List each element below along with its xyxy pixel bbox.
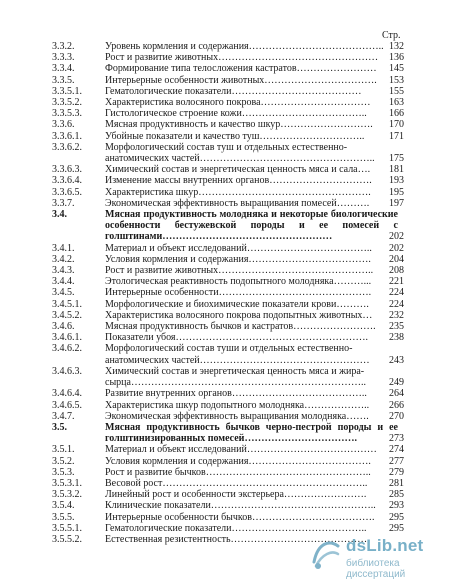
toc-entry-number: 3.4.1.	[52, 242, 75, 254]
toc-entry	[52, 142, 404, 164]
toc-entry-page: 224	[389, 298, 404, 310]
toc-entry-title: Характеристика волосяного покрова……………………………	[105, 97, 371, 109]
toc-entry	[52, 467, 404, 478]
toc-entry-page: 274	[389, 444, 404, 456]
toc-entry-page: 145	[389, 63, 404, 75]
toc-entry-title: Гематологические показатели…………………………………..	[105, 522, 367, 534]
toc-entry-number: 3.5.5.2.	[52, 533, 82, 545]
toc-entry	[52, 97, 404, 108]
toc-entry-page: 204	[389, 253, 404, 265]
toc-entry-title: Условия кормления и содержания……………………………….	[105, 253, 371, 265]
toc-entry	[52, 119, 404, 130]
toc-entry-title: Рост и развитие животных………………………………………..	[105, 265, 374, 277]
toc-entry-title: Формирование типа телосложения кастратов……………………	[105, 63, 377, 75]
toc-entry-number: 3.3.5.3.	[52, 108, 82, 120]
toc-entry-title: Гематологические показатели…………………………………	[105, 85, 362, 97]
toc-entry-page: 264	[389, 388, 404, 400]
toc-entry-page: 175	[389, 153, 404, 165]
toc-entry-number: 3.5.	[52, 421, 67, 433]
toc-entry-number: 3.5.5.1.	[52, 522, 82, 534]
toc-entry	[52, 411, 404, 422]
toc-entry	[52, 63, 404, 74]
toc-entry-number: 3.5.4.	[52, 500, 75, 512]
toc-entry-page: 281	[389, 477, 404, 489]
toc-entry-page: 202	[389, 242, 404, 254]
toc-entry-title: Клинические показатели…………………………………………..	[105, 500, 376, 512]
toc-entry-title: Убойные показатели и качество туш…………………………..	[105, 130, 365, 142]
toc-entry	[52, 276, 404, 287]
toc-entry-page: 163	[389, 97, 404, 109]
toc-entry-title: Мясная продуктивность бычков и кастратов…………………….	[105, 321, 376, 333]
toc-entry-title: Материал и объект исследований…………………………………	[105, 444, 377, 456]
toc-entry	[52, 310, 404, 321]
toc-entry-page: 285	[389, 489, 404, 501]
toc-entry-page: 193	[389, 175, 404, 187]
toc-entry-number: 3.3.6.2.	[52, 141, 82, 153]
toc-entry-number: 3.3.5.	[52, 74, 75, 86]
toc-entry	[52, 523, 404, 534]
toc-entry-title: Характеристика волосяного покрова подопытных животных…	[105, 309, 373, 321]
toc-entry-page: 155	[389, 85, 404, 97]
toc-entry-number: 3.4.6.5.	[52, 399, 82, 411]
toc-entry	[52, 366, 404, 388]
toc-entry-title: Рост и развитие бычков…………………………………………..	[105, 466, 371, 478]
toc-entry-number: 3.4.6.	[52, 321, 75, 333]
toc-entry-page: 277	[389, 455, 404, 467]
toc-entry-page: 235	[389, 321, 404, 333]
toc-entry	[52, 164, 404, 175]
toc-entry-title: Этологическая реактивность подопытного молодняка………...	[105, 276, 372, 288]
toc-entry-title: Характеристика шкур…………………………………………….	[105, 186, 371, 198]
toc-entry-title: Весовой рост……………………………………………………..	[105, 477, 368, 489]
toc-entry-title: Условия кормления и содержания……………………………….	[105, 455, 371, 467]
toc-entry-page: 279	[389, 466, 404, 478]
page-column-header: Стр.	[382, 30, 401, 41]
toc-entry-title: Естественная резистентность……………………………………	[105, 533, 371, 545]
toc-entry-title: Мясная продуктивность и качество шкур……………………….	[105, 119, 373, 131]
dslib-logo-icon	[310, 536, 342, 572]
toc-entry	[52, 444, 404, 455]
toc-entry-number: 3.4.6.1.	[52, 332, 82, 344]
toc-entry-number: 3.4.4.	[52, 276, 75, 288]
toc-entry	[52, 456, 404, 467]
toc-entry-page: 181	[389, 164, 404, 176]
toc-entry	[52, 187, 404, 198]
toc-entry-page: 221	[389, 276, 404, 288]
watermark-caption: библиотека диссертаций	[346, 558, 406, 580]
toc-entry-page: 166	[389, 108, 404, 120]
toc-entry	[52, 75, 404, 86]
toc-entry	[52, 108, 404, 119]
toc-entry-page: 171	[389, 130, 404, 142]
toc-entry	[52, 209, 404, 243]
toc-entry	[52, 265, 404, 276]
toc-entry-number: 3.5.5.	[52, 511, 75, 523]
toc-entry-title: Экономическая эффективность выращивания помесей……….	[105, 197, 370, 209]
toc-entry	[52, 243, 404, 254]
toc-entry-number: 3.3.5.2.	[52, 97, 82, 109]
toc-entry-number: 3.5.3.1.	[52, 477, 82, 489]
toc-entry-number: 3.5.1.	[52, 444, 75, 456]
toc-entry-number: 3.4.6.4.	[52, 388, 82, 400]
toc-entry-page: 232	[389, 309, 404, 321]
toc-entry-title: Изменение массы внутренних органов………………………….	[105, 175, 372, 187]
toc-entry-number: 3.5.2.	[52, 455, 75, 467]
toc-entry-number: 3.3.5.1.	[52, 85, 82, 97]
toc-entry	[52, 254, 404, 265]
toc-entry-number: 3.4.5.	[52, 287, 75, 299]
toc-entry	[52, 287, 404, 298]
toc-entry-number: 3.5.3.2.	[52, 489, 82, 501]
toc-entry-title: Линейный рост и особенности экстерьера…………………….	[105, 489, 367, 501]
toc-entry	[52, 478, 404, 489]
toc-entry-title: Интерьерные особенности……………………………………….	[105, 287, 372, 299]
toc-entry-page: 224	[389, 287, 404, 299]
toc-entry-number: 3.4.6.2.	[52, 343, 82, 355]
toc-entry-title: Мясная продуктивность молодняка и некоторые биологические особенности бестужевской породы и ее помесей с голштинами……………………………………………	[105, 209, 398, 243]
toc-entry-page: 243	[389, 354, 404, 366]
toc-entry	[52, 299, 404, 310]
toc-entry-page: 195	[389, 186, 404, 198]
toc-entry	[52, 400, 404, 411]
toc-entry-number: 3.5.3.	[52, 466, 75, 478]
toc-entry-number: 3.3.6.1.	[52, 130, 82, 142]
toc-entry-page: 293	[389, 500, 404, 512]
toc-entry	[52, 332, 404, 343]
toc-entry-number: 3.4.5.2.	[52, 309, 82, 321]
toc-entry-title: Мясная продуктивность бычков черно-пестрой породы и ее голштинизированных помесей…………………………….	[105, 421, 398, 445]
toc-entry-number: 3.3.2.	[52, 41, 75, 52]
toc-entry	[52, 388, 404, 399]
toc-entry-number: 3.4.	[52, 209, 67, 221]
toc-entry-page: 295	[389, 511, 404, 523]
toc-entry	[52, 131, 404, 142]
toc-entry	[52, 52, 404, 63]
toc-entry-title: Характеристика шкур подопытного молодняка………………..	[105, 399, 370, 411]
toc-entry-number: 3.3.4.	[52, 63, 75, 75]
toc-entry-page: 238	[389, 332, 404, 344]
toc-entry-title: Экономическая эффективность выращивания молодняка…….	[105, 410, 369, 422]
toc-entry-number: 3.3.6.	[52, 119, 75, 131]
toc-entry-number: 3.4.5.1.	[52, 298, 82, 310]
toc-entry	[52, 198, 404, 209]
toc-entry	[52, 343, 404, 365]
toc-entry	[52, 500, 404, 511]
toc-entry-page: 170	[389, 119, 404, 131]
toc-entry-number: 3.3.6.4.	[52, 175, 82, 187]
toc-entry-title: Уровень кормления и содержания…………………………………..	[105, 41, 384, 52]
toc-entry-title: Химический состав и энергетическая ценность мяса и жира- сырца……………………………………………………………..	[105, 365, 366, 389]
toc-entry-number: 3.4.7.	[52, 410, 75, 422]
toc-entry-title: Морфологические и биохимические показатели крови……….	[105, 298, 369, 310]
toc-entry-number: 3.3.6.3.	[52, 164, 82, 176]
toc-entry-page: 208	[389, 265, 404, 277]
toc-entry-title: Показатели убоя………………………………………………….	[105, 332, 369, 344]
toc-entry	[52, 512, 404, 523]
toc-entry-title: Рост и развитие животных…………………………………………	[105, 52, 379, 64]
toc-entry-title: Гистологическое строение кожи………………………………..	[105, 108, 367, 120]
toc-entry	[52, 86, 404, 97]
toc-entry-title: Морфологический состав туш и отдельных естественно- анатомических частей……………………………………………..	[105, 141, 375, 165]
toc-entry-page: 266	[389, 399, 404, 411]
table-of-contents	[52, 41, 404, 545]
toc-entry-title: Интерьерные особенности бычков……………………………….	[105, 511, 375, 523]
toc-entry-number: 3.3.6.5.	[52, 186, 82, 198]
watermark	[310, 536, 446, 580]
toc-entry-page: 273	[389, 433, 404, 445]
toc-entry	[52, 41, 404, 52]
toc-entry	[52, 321, 404, 332]
toc-entry-page: 202	[389, 231, 404, 243]
toc-entry-title: Развитие внутренних органов…………………………………..	[105, 388, 367, 400]
toc-entry-title: Интерьерные особенности животных…………………………….	[105, 74, 377, 86]
toc-entry-number: 3.3.3.	[52, 52, 75, 64]
toc-entry-title: Материал и объект исследований………………………………..	[105, 242, 372, 254]
watermark-site-name: dsLib.net	[346, 536, 424, 555]
toc-entry	[52, 175, 404, 186]
toc-entry-page: 249	[389, 377, 404, 389]
toc-entry	[52, 422, 404, 444]
toc-entry-page: 132	[389, 41, 404, 52]
toc-entry-number: 3.3.7.	[52, 197, 75, 209]
toc-entry-page: 197	[389, 197, 404, 209]
toc-entry-page: 136	[389, 52, 404, 64]
toc-entry-number: 3.4.6.3.	[52, 365, 82, 377]
toc-entry-page: 153	[389, 74, 404, 86]
toc-entry	[52, 489, 404, 500]
toc-entry-page: 270	[389, 410, 404, 422]
toc-entry-number: 3.4.2.	[52, 253, 75, 265]
toc-entry-title: Химический состав и энергетическая ценность мяса и сала….	[105, 164, 371, 176]
toc-entry-number: 3.4.3.	[52, 265, 75, 277]
toc-entry-page: 295	[389, 522, 404, 534]
toc-entry-title: Морфологический состав туши и отдельных естественно- анатомических частей……………………………………………	[105, 343, 370, 366]
